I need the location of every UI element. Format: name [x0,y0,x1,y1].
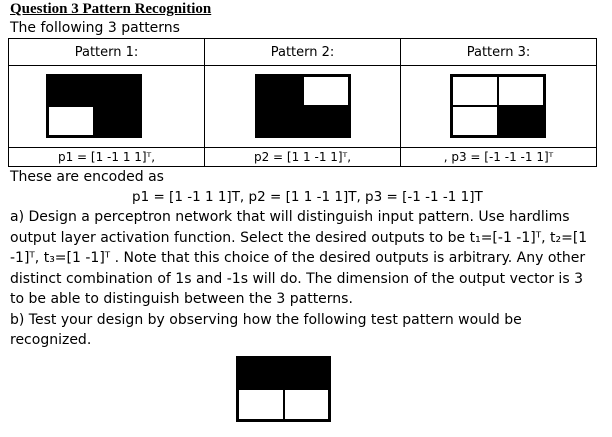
pattern-1-grid [46,74,142,138]
pattern-3-grid [450,74,546,138]
pattern-3-pixel-top-left [452,76,498,106]
test-pattern-grid [236,356,331,422]
pattern-1-pixel-bottom-left [48,106,94,136]
pattern-2-pixel-top-right [303,76,349,106]
pattern-1-pixel-top-left [48,76,94,106]
pattern-2-pixel-top-left [257,76,303,106]
pattern-3-header [401,39,597,66]
patterns-header-row [9,39,597,66]
pattern-2-grid [255,74,351,138]
test-pixel-top-right [284,358,330,389]
pattern-3-pixel-top-right [498,76,544,106]
intro-text: The following 3 patterns [10,20,180,36]
test-pixel-bottom-left [238,389,284,420]
pattern-3-caption: , p3 = [-1 -1 -1 1]ᵀ [401,147,597,166]
pattern-1-cell [9,66,205,148]
pattern-2-pixel-bottom-right [303,106,349,136]
pattern-1-header [9,39,205,66]
pattern-1-pixel-top-right [94,76,140,106]
pattern-2-pixel-bottom-left [257,106,303,136]
test-pixel-bottom-right [284,389,330,420]
question-body [10,207,600,351]
pattern-vectors: p1 = [1 -1 1 1]T, p2 = [1 1 -1 1]T, p3 = [-1 -1 -1 1]T [132,189,483,205]
test-pixel-top-left [238,358,284,389]
pattern-3-cell [401,66,597,148]
pattern-2-name: Pattern 2: [270,44,335,60]
patterns-image-row [9,66,597,148]
pattern-3-name: Pattern 3: [466,44,531,60]
patterns-table [8,38,597,167]
question-title: Question 3 Pattern Recognition [10,1,212,17]
pattern-3-pixel-bottom-left [452,106,498,136]
pattern-1-pixel-bottom-right [94,106,140,136]
patterns-caption-row [9,147,597,166]
pattern-1-name: Pattern 1: [74,44,139,60]
part-b-text: b) Test your design by observing how the following test pattern would be recognized. [10,311,522,348]
pattern-2-caption: p2 = [1 1 -1 1]ᵀ, [205,147,401,166]
pattern-2-header [205,39,401,66]
pattern-3-pixel-bottom-right [498,106,544,136]
pattern-2-cell [205,66,401,148]
part-a-text: a) Design a perceptron network that will distinguish input pattern. Use hardlims output layer activation function. Select the desired outputs to be t₁=[-1 -1]ᵀ, t₂=[1 -1]ᵀ, t₃=[1 -1]ᵀ . Note that this choice of the desired outputs is arbitrary. Any other distinct combination of 1s and -1s will do. The dimension of the output vector is 3 to be able to distinguish between the 3 patterns. [10,209,588,307]
pattern-1-caption: p1 = [1 -1 1 1]ᵀ, [9,147,205,166]
encoded-text: These are encoded as [10,169,164,185]
